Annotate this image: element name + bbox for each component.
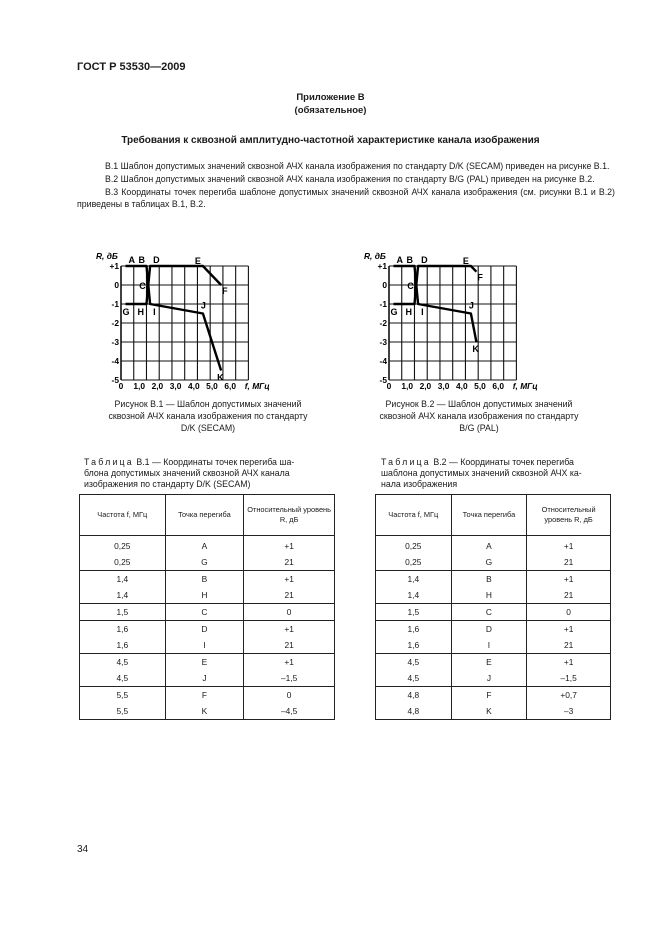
- point-label: K: [217, 372, 224, 383]
- point-cell: H: [451, 587, 527, 604]
- frequency-cell: 4,5: [376, 670, 452, 687]
- table-row: [376, 604, 611, 621]
- point-label: A: [128, 255, 136, 265]
- level-cell: +1: [244, 536, 335, 555]
- y-tick-label: 0: [114, 280, 119, 290]
- y-tick-label: -5: [111, 375, 119, 385]
- figure-b2-chart: [360, 248, 600, 398]
- x-tick-label: 4,0: [187, 381, 200, 391]
- point-cell: I: [165, 637, 244, 654]
- x-tick-label: 2,0: [151, 381, 164, 391]
- annex-status: (обязательное): [294, 105, 367, 116]
- table-b2: [375, 494, 611, 720]
- frequency-cell: 1,6: [80, 621, 166, 638]
- frequency-cell: 0,25: [80, 554, 166, 571]
- frequency-cell: 1,6: [80, 637, 166, 654]
- y-tick-label: -4: [379, 356, 387, 366]
- frequency-cell: 1,6: [376, 621, 452, 638]
- column-header-frequency: Частота f, МГц: [376, 495, 452, 536]
- point-label: I: [421, 307, 424, 317]
- y-tick-label: -5: [379, 375, 387, 385]
- level-cell: 21: [244, 637, 335, 654]
- level-cell: +1: [527, 654, 611, 671]
- annex-title: Приложение В: [296, 92, 365, 103]
- table-caption-text: нала изображения: [381, 479, 458, 489]
- point-label: I: [153, 307, 156, 317]
- point-cell: B: [451, 571, 527, 588]
- table-row: [376, 554, 611, 571]
- table-row: [80, 536, 335, 555]
- document-header: ГОСТ Р 53530—2009: [77, 61, 186, 73]
- x-tick-label: 6,0: [224, 381, 237, 391]
- point-cell: D: [165, 621, 244, 638]
- table-row: [376, 687, 611, 704]
- column-header-point: Точка перегиба: [451, 495, 527, 536]
- column-header-point: Точка перегиба: [165, 495, 244, 536]
- level-cell: +1: [527, 536, 611, 555]
- point-cell: E: [451, 654, 527, 671]
- paragraph-b3: В.3 Координаты точек перегиба шаблоне допустимых значений сквозной АЧХ канала изображения (см. рисунки В.1 и В.2) приведены в таблицах В.1, В.2.: [77, 187, 615, 209]
- point-label: C: [139, 281, 146, 291]
- frequency-cell: 5,5: [80, 703, 166, 720]
- point-cell: C: [451, 604, 527, 621]
- frequency-cell: 4,5: [376, 654, 452, 671]
- point-cell: C: [165, 604, 244, 621]
- x-axis-label: f, МГц: [244, 381, 270, 391]
- table-row: [80, 703, 335, 720]
- paragraph-b1: В.1 Шаблон допустимых значений сквозной АЧХ канала изображения по стандарту D/K (SECAM) приведен на рисунке В.1.: [105, 161, 610, 171]
- point-label: K: [472, 344, 479, 354]
- table-caption-text: блона допустимых значений сквозной АЧХ канала: [84, 468, 290, 478]
- frequency-cell: 4,8: [376, 703, 452, 720]
- figure-b1-chart: [92, 248, 332, 398]
- frequency-cell: 0,25: [80, 536, 166, 555]
- point-cell: F: [451, 687, 527, 704]
- point-label: B: [138, 255, 145, 265]
- level-cell: 21: [244, 587, 335, 604]
- table-row: [376, 670, 611, 687]
- level-cell: 21: [244, 554, 335, 571]
- frequency-cell: 0,25: [376, 554, 452, 571]
- section-title: Требования к сквозной амплитудно-частотной характеристике канала изображения: [121, 135, 540, 146]
- figure-b2-caption: [348, 398, 610, 434]
- y-tick-label: -4: [111, 356, 119, 366]
- point-label: H: [405, 307, 412, 317]
- figure-b1-caption: [78, 398, 338, 434]
- table-caption-text: шаблона допустимых значений сквозной АЧХ ка-: [381, 468, 582, 478]
- point-cell: J: [451, 670, 527, 687]
- table-row: [376, 571, 611, 588]
- point-cell: K: [165, 703, 244, 720]
- x-tick-label: 3,0: [437, 381, 450, 391]
- level-cell: +0,7: [527, 687, 611, 704]
- x-tick-label: 5,0: [206, 381, 218, 391]
- y-tick-label: 0: [382, 280, 387, 290]
- point-label: F: [477, 272, 483, 283]
- point-label: E: [194, 256, 201, 266]
- x-tick-label: 2,0: [419, 381, 432, 391]
- y-tick-label: -2: [111, 318, 119, 328]
- table-b1: [79, 494, 335, 720]
- figure-b2-caption-line: B/G (PAL): [459, 423, 499, 433]
- point-cell: A: [165, 536, 244, 555]
- level-cell: 21: [527, 637, 611, 654]
- level-cell: +1: [244, 571, 335, 588]
- table-row: [80, 554, 335, 571]
- level-cell: 0: [244, 604, 335, 621]
- point-label: G: [122, 307, 130, 317]
- frequency-cell: 4,5: [80, 654, 166, 671]
- frequency-cell: 1,4: [376, 571, 452, 588]
- level-cell: 0: [527, 604, 611, 621]
- point-cell: E: [165, 654, 244, 671]
- page-number: 34: [77, 844, 89, 855]
- point-label: F: [222, 286, 228, 296]
- level-cell: +1: [527, 571, 611, 588]
- table-row: [80, 621, 335, 638]
- table-caption-text: В.2 — Координаты точек перегиба: [433, 457, 574, 467]
- table-row: [376, 703, 611, 720]
- level-cell: –1,5: [244, 670, 335, 687]
- y-axis-label: R, дБ: [364, 251, 386, 261]
- x-tick-label: 1,0: [401, 381, 414, 391]
- table-row: [376, 621, 611, 638]
- level-cell: 21: [527, 554, 611, 571]
- level-cell: –3: [527, 703, 611, 720]
- level-cell: –4,5: [244, 703, 335, 720]
- x-tick-label: 6,0: [492, 381, 505, 391]
- level-cell: 21: [527, 587, 611, 604]
- paragraph-b2: В.2 Шаблон допустимых значений сквозной АЧХ канала изображения по стандарту B/G (PAL) приведен на рисунке В.2.: [105, 174, 595, 184]
- point-cell: B: [165, 571, 244, 588]
- figure-b1-caption-line: Рисунок В.1 — Шаблон допустимых значений: [114, 399, 302, 409]
- level-cell: 0: [244, 687, 335, 704]
- point-cell: G: [165, 554, 244, 571]
- point-label: B: [406, 255, 413, 265]
- y-tick-label: -2: [379, 318, 387, 328]
- level-cell: +1: [244, 621, 335, 638]
- x-tick-label: 1,0: [133, 381, 146, 391]
- x-tick-label: 3,0: [169, 381, 182, 391]
- table-b1-caption: [84, 457, 336, 490]
- x-tick-label: 0: [386, 381, 392, 391]
- table-row: [376, 536, 611, 555]
- annex-heading: [0, 91, 661, 117]
- table-row: [80, 571, 335, 588]
- table-caption-text: В.1 — Координаты точек перегиба ша-: [136, 457, 295, 467]
- x-tick-label: 5,0: [474, 381, 486, 391]
- y-tick-label: -3: [111, 337, 119, 347]
- table-row: [80, 637, 335, 654]
- y-tick-label: -1: [379, 299, 387, 309]
- frequency-cell: 0,25: [376, 536, 452, 555]
- table-row: [80, 670, 335, 687]
- frequency-cell: 1,4: [376, 587, 452, 604]
- frequency-cell: 5,5: [80, 687, 166, 704]
- column-header-level: Относительный уровень R, дБ: [244, 495, 335, 536]
- table-row: [376, 587, 611, 604]
- y-tick-label: -3: [379, 337, 387, 347]
- figure-b1-caption-line: D/K (SECAM): [180, 423, 236, 433]
- table-row: [80, 654, 335, 671]
- frequency-cell: 1,6: [376, 637, 452, 654]
- body-text: [77, 160, 615, 211]
- frequency-cell: 1,4: [80, 587, 166, 604]
- table-row: [376, 637, 611, 654]
- point-label: E: [462, 256, 469, 266]
- x-tick-label: 4,0: [455, 381, 468, 391]
- point-cell: K: [451, 703, 527, 720]
- x-tick-label: 0: [118, 381, 124, 391]
- table-label: Таблица: [84, 457, 134, 467]
- table-row: [80, 687, 335, 704]
- column-header-level: Относительный уровень R, дБ: [527, 495, 611, 536]
- point-cell: D: [451, 621, 527, 638]
- frequency-cell: 4,5: [80, 670, 166, 687]
- point-cell: A: [451, 536, 527, 555]
- x-axis-label: f, МГц: [512, 381, 538, 391]
- point-cell: J: [165, 670, 244, 687]
- table-row: [80, 604, 335, 621]
- table-row: [80, 587, 335, 604]
- point-cell: F: [165, 687, 244, 704]
- column-header-frequency: Частота f, МГц: [80, 495, 166, 536]
- point-cell: I: [451, 637, 527, 654]
- figure-b2-caption-line: Рисунок В.2 — Шаблон допустимых значений: [385, 399, 573, 409]
- table-b2-caption: [381, 457, 611, 490]
- frequency-cell: 1,4: [80, 571, 166, 588]
- point-cell: G: [451, 554, 527, 571]
- point-label: D: [153, 255, 160, 265]
- point-label: A: [396, 255, 404, 265]
- level-cell: +1: [527, 621, 611, 638]
- point-label: G: [390, 307, 398, 317]
- y-tick-label: -1: [111, 299, 119, 309]
- frequency-cell: 1,5: [376, 604, 452, 621]
- level-cell: +1: [244, 654, 335, 671]
- y-tick-label: +1: [377, 261, 387, 271]
- point-label: D: [421, 255, 428, 265]
- table-caption-text: изображения по стандарту D/K (SECAM): [84, 479, 251, 489]
- frequency-cell: 1,5: [80, 604, 166, 621]
- table-row: [376, 654, 611, 671]
- point-cell: H: [165, 587, 244, 604]
- figure-b2-caption-line: сквозной АЧХ канала изображения по стандарту: [379, 411, 579, 421]
- point-label: C: [407, 281, 414, 291]
- y-axis-label: R, дБ: [96, 251, 118, 261]
- figure-b1-caption-line: сквозной АЧХ канала изображения по стандарту: [108, 411, 308, 421]
- level-cell: –1,5: [527, 670, 611, 687]
- point-label: J: [468, 300, 474, 311]
- point-label: H: [137, 307, 144, 317]
- table-label: Таблица: [381, 457, 431, 467]
- frequency-cell: 4,8: [376, 687, 452, 704]
- point-label: J: [200, 300, 206, 311]
- y-tick-label: +1: [109, 261, 119, 271]
